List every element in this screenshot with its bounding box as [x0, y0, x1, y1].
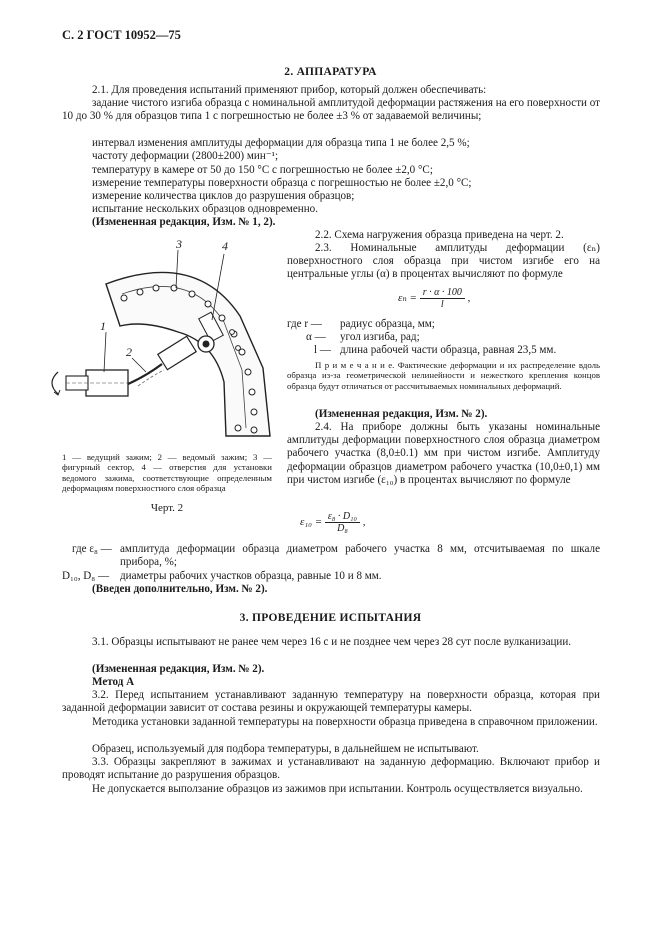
formula-1 [398, 287, 470, 310]
para-2-1-c: частоту деформации (2800±200) мин⁻¹; [92, 150, 279, 162]
para-2-1-d: температуру в камере от 50 до 150 °С с погрешностью не более ±2,0 °С; [92, 164, 433, 176]
para-2-4: 2.4. На приборе должны быть указаны номинальные амплитуды деформации поверхностного слоя образца диаметром рабочего участка (8,0±0.1) мм при чистом изгибе. Амплитуду деформации образцов диаметром рабочего участка (10,0±0,1) мм при чистом изгибе (ε₁₀) в процентах вычисляют по формуле [287, 421, 600, 486]
formula-1-lhs: εₙ = [398, 292, 417, 305]
note [287, 360, 600, 391]
para-2-1-a: задание чистого изгиба образца с номинальной амплитудой деформации растяжения на его поверхности от 10 до 30 % для образцов типа 1 с погрешностью не более ±3 % от задаваемой величины; [62, 97, 601, 123]
formula-2-numerator: ε₈ · D₁₀ [325, 511, 360, 523]
loading-scheme-drawing [28, 236, 278, 456]
where-3-symbol: D₁₀, D₈ — [62, 570, 110, 582]
note-text: Фактические деформации и их распределение вдоль образца из-за геометрической нелинейности и нежесткого крепления концов образца будут отличаться от рассчитываемых номинальных деформаций. [287, 360, 600, 391]
page-header: С. 2 ГОСТ 10952—75 [62, 28, 181, 42]
formula-2-tail: , [362, 516, 366, 529]
figure-label-2: 2 [126, 345, 132, 359]
para-2-1-intro: 2.1. Для проведения испытаний применяют прибор, который должен обеспечивать: [92, 84, 487, 96]
section-3-title: 3. ПРОВЕДЕНИЕ ИСПЫТАНИЯ [239, 612, 422, 624]
amendment-note-2: (Измененная редакция, Изм. № 2). [315, 408, 488, 420]
para-2-1-f: измерение количества циклов до разрушения образцов; [92, 190, 355, 202]
method-a-title: Метод А [92, 676, 135, 688]
para-2-2: 2.2. Схема нагружения образца приведена на черт. 2. [315, 229, 564, 241]
where-1-l-text: длина рабочей части образца, равная 23,5 мм. [340, 344, 557, 356]
para-2-3: 2.3. Номинальные амплитуды деформации (εₙ) поверхностного слоя образца при чистом изгибе его на центральные углы (α) в процентах вычисляют по формуле [287, 242, 600, 281]
where-1-r-symbol: где r — [287, 318, 322, 330]
amendment-note-3: (Введен дополнительно, Изм. № 2). [92, 583, 268, 595]
para-3-2c: Образец, используемый для подбора температуры, в дальнейшем не испытывают. [92, 743, 479, 755]
figure-title: Черт. 2 [150, 502, 184, 514]
formula-1-tail: , [467, 292, 471, 305]
amendment-note-1: (Измененная редакция, Изм. № 1, 2). [92, 216, 276, 228]
para-3-1: 3.1. Образцы испытывают не ранее чем через 16 с и не позднее чем через 28 сут после вулканизации. [92, 636, 572, 648]
para-3-3b: Не допускается выползание образцов из зажимов при испытании. Контроль осуществляется визуально. [92, 783, 583, 795]
formula-2-lhs: ε₁₀ = [300, 516, 323, 529]
where-1-l-symbol: l — [314, 344, 331, 356]
where-1-r-text: радиус образца, мм; [340, 318, 435, 330]
figure-2 [28, 236, 278, 456]
figure-label-3: 3 [176, 237, 182, 251]
formula-2 [300, 511, 366, 534]
amendment-note-4: (Измененная редакция, Изм. № 2). [92, 663, 265, 675]
para-3-3: 3.3. Образцы закрепляют в зажимах и устанавливают на заданную деформацию. Включают прибор и проводят испытание до разрушения образцов. [62, 756, 600, 782]
formula-2-denominator: D₈ [337, 523, 348, 534]
para-2-1-b: интервал изменения амплитуды деформации для образца типа 1 не более 2,5 %; [92, 137, 470, 149]
section-2-title: 2. АППАРАТУРА [284, 66, 377, 78]
where-2-text: амплитуда деформации образца диаметром рабочего участка 8 мм, отсчитываемая по шкале прибора, %; [120, 543, 600, 569]
para-3-2b: Методика установки заданной температуры на поверхности образца приведена в справочном приложении. [92, 716, 598, 728]
where-1-alpha-text: угол изгиба, рад; [340, 331, 420, 343]
para-2-1-e: измерение температуры поверхности образца с погрешностью не более ±2,0 °С; [92, 177, 472, 189]
figure-caption: 1 — ведущий зажим; 2 — ведомый зажим; 3 — фигурный сектор, 4 — отверстия для установки ведомого зажима, соответствующие определенным деформациям поверхностного слоя образца [62, 452, 272, 494]
para-3-2: 3.2. Перед испытанием устанавливают заданную температуру на поверхности образца, которая при заданной деформации зависит от состава резины и окружающей температуры камеры. [62, 689, 600, 715]
where-1-alpha-symbol: α — [306, 331, 326, 343]
note-label: П р и м е ч а н и е. [315, 360, 395, 370]
formula-1-numerator: r · α · 100 [420, 287, 465, 299]
formula-1-denominator: l [440, 299, 444, 310]
figure-label-4: 4 [222, 239, 228, 253]
where-2-symbol: где ε₈ — [72, 543, 112, 555]
figure-label-1: 1 [100, 319, 106, 333]
para-2-1-g: испытание нескольких образцов одновременно. [92, 203, 319, 215]
where-3-text: диаметры рабочих участков образца, равные 10 и 8 мм. [120, 570, 382, 582]
